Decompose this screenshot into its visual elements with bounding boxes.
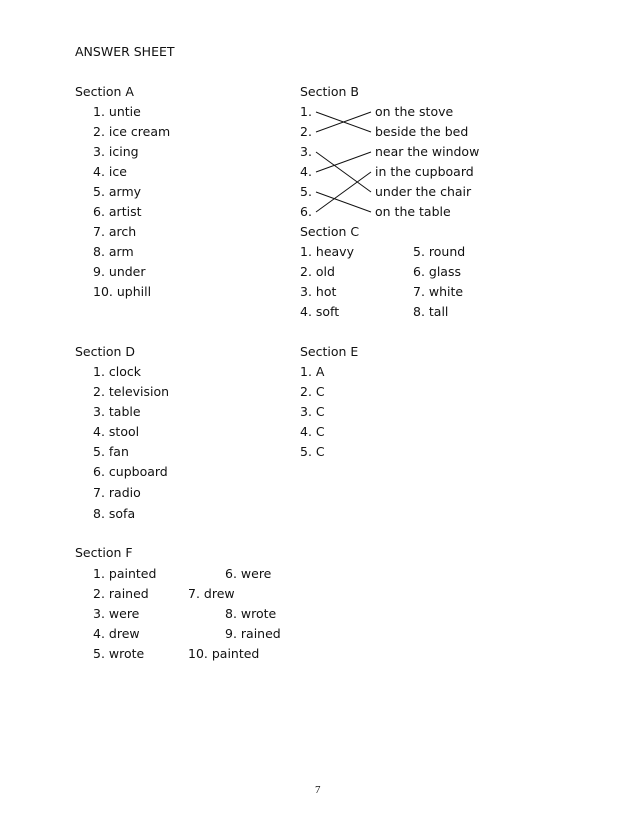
section-d-heading: Section D (75, 344, 136, 359)
section-d-item: 4. stool (93, 424, 140, 439)
section-d-item: 5. fan (93, 444, 129, 459)
match-line (316, 192, 371, 212)
section-c-item: 3. hot (300, 284, 337, 299)
page-number: 7 (315, 784, 321, 796)
section-d-item: 8. sofa (93, 506, 136, 521)
section-b-number: 2. (300, 124, 312, 139)
section-a-item: 4. ice (93, 164, 127, 179)
section-a-item: 9. under (93, 264, 146, 279)
section-f-item: 7. drew (188, 586, 235, 601)
section-b-place: on the table (375, 204, 451, 219)
section-d-item: 1. clock (93, 364, 142, 379)
section-b-place: on the stove (375, 104, 454, 119)
section-a-item: 8. arm (93, 244, 134, 259)
section-a-item: 7. arch (93, 224, 137, 239)
section-d-item: 3. table (93, 404, 141, 419)
section-a-item: 1. untie (93, 104, 141, 119)
section-b-number: 6. (300, 204, 312, 219)
section-f-item: 2. rained (93, 586, 149, 601)
section-b-place: near the window (375, 144, 480, 159)
section-e-heading: Section E (300, 344, 359, 359)
section-d-item: 6. cupboard (93, 464, 168, 479)
match-line (316, 152, 371, 192)
match-line (316, 152, 371, 172)
section-c-item: 4. soft (300, 304, 340, 319)
section-f-item: 9. rained (225, 626, 281, 641)
section-c-item: 6. glass (413, 264, 461, 279)
section-d-item: 2. television (93, 384, 170, 399)
section-e-item: 1. A (300, 364, 325, 379)
section-a-heading: Section A (75, 84, 134, 99)
section-f-item: 6. were (225, 566, 272, 581)
section-c-item: 5. round (413, 244, 466, 259)
section-a-item: 2. ice cream (93, 124, 171, 139)
section-b-place: under the chair (375, 184, 472, 199)
section-f-heading: Section F (75, 545, 133, 560)
section-b-number: 5. (300, 184, 312, 199)
section-e-item: 2. C (300, 384, 325, 399)
section-f-item: 4. drew (93, 626, 140, 641)
section-f-item: 8. wrote (225, 606, 277, 621)
section-b-number: 1. (300, 104, 312, 119)
section-b-place: in the cupboard (375, 164, 474, 179)
section-b-heading: Section B (300, 84, 359, 99)
section-f-item: 3. were (93, 606, 140, 621)
section-b-number: 4. (300, 164, 312, 179)
section-c-item: 8. tall (413, 304, 449, 319)
section-c-item: 1. heavy (300, 244, 354, 259)
section-b-number: 3. (300, 144, 312, 159)
section-f-item: 10. painted (188, 646, 260, 661)
section-c-heading: Section C (300, 224, 360, 239)
match-line (316, 172, 371, 212)
section-f-item: 5. wrote (93, 646, 145, 661)
section-b-place: beside the bed (375, 124, 469, 139)
section-a-item: 5. army (93, 184, 142, 199)
section-f-item: 1. painted (93, 566, 157, 581)
section-a-item: 3. icing (93, 144, 139, 159)
section-a-item: 6. artist (93, 204, 142, 219)
section-e-item: 4. C (300, 424, 325, 439)
section-e-item: 3. C (300, 404, 325, 419)
section-e-item: 5. C (300, 444, 325, 459)
page-title: ANSWER SHEET (75, 44, 175, 59)
section-d-item: 7. radio (93, 485, 141, 500)
section-c-item: 7. white (413, 284, 464, 299)
section-c-item: 2. old (300, 264, 335, 279)
section-a-item: 10. uphill (93, 284, 152, 299)
